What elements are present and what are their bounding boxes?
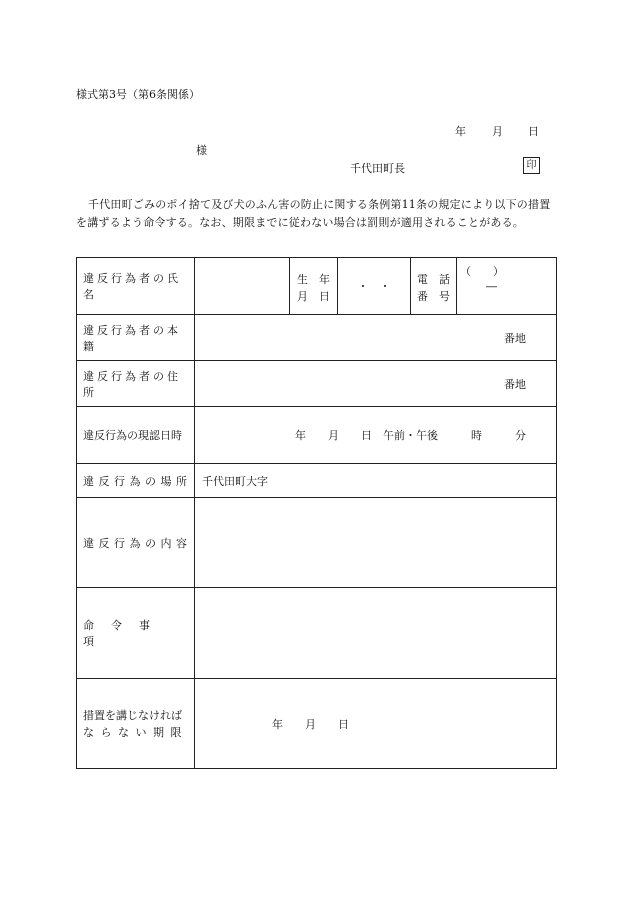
date-day-label: 日 (528, 125, 539, 138)
date-month-label: 月 (492, 125, 503, 138)
birth-date-dots: ・ ・ (357, 280, 391, 293)
birth-date-field[interactable] (338, 258, 411, 315)
birth-label-cell (290, 258, 338, 315)
domicile-field[interactable] (195, 315, 557, 361)
phone-label-line2: 番 号 (417, 290, 450, 303)
deadline-label-line1: 措置を講じなければ (83, 708, 182, 722)
issuer-name: 千代田町長 (350, 162, 405, 175)
address-suffix: 番地 (504, 377, 526, 391)
content-label: 違反行為の内容 (77, 498, 195, 588)
address-label: 違反行為者の住所 (77, 361, 195, 407)
addressee-suffix: 様 (196, 144, 207, 157)
row-datetime (77, 407, 557, 464)
phone-label-line1: 電 話 (417, 273, 450, 286)
place-field[interactable] (195, 464, 557, 498)
phone-label-cell (411, 258, 457, 315)
deadline-label (77, 679, 195, 769)
form-number: 様式第3号（第6条関係） (76, 88, 200, 101)
seal-mark: 印 (523, 157, 540, 174)
place-label: 違反行為の場所 (77, 464, 195, 498)
address-field[interactable] (195, 361, 557, 407)
phone-field[interactable] (457, 258, 557, 315)
row-place (77, 464, 557, 498)
content-field[interactable] (195, 498, 557, 588)
deadline-field[interactable] (195, 679, 557, 769)
name-label: 違反行為者の氏名 (77, 258, 195, 315)
phone-area-parens: （ ） (460, 265, 504, 278)
deadline-value: 年 月 日 (272, 717, 349, 731)
row-address (77, 361, 557, 407)
row-deadline (77, 679, 557, 769)
name-field[interactable] (195, 258, 290, 315)
datetime-value: 年 月 日 午前・午後 時 分 (295, 429, 526, 442)
row-order (77, 588, 557, 679)
order-label: 命令事項 (77, 588, 195, 679)
deadline-label-line2: ならない期限 (83, 725, 188, 739)
phone-dash: ― (486, 280, 497, 293)
row-content (77, 498, 557, 588)
order-field[interactable] (195, 588, 557, 679)
order-form-table (76, 257, 557, 769)
birth-label-line2: 月 日 (297, 290, 330, 303)
row-name (77, 258, 557, 315)
order-statement: 千代田町ごみのポイ捨て及び犬のふん害の防止に関する条例第11条の規定により以下の措置を講ずるよう命令する。なお、期限までに従わない場合は罰則が適用されることがある。 (76, 198, 551, 229)
birth-label-line1: 生 年 (297, 273, 330, 286)
row-domicile (77, 315, 557, 361)
datetime-field[interactable] (195, 407, 557, 464)
date-year-label: 年 (455, 125, 466, 138)
domicile-label: 違反行為者の本籍 (77, 315, 195, 361)
domicile-suffix: 番地 (504, 331, 526, 345)
datetime-label: 違反行為の現認日時 (77, 407, 195, 464)
place-value: 千代田町大字 (202, 474, 268, 488)
